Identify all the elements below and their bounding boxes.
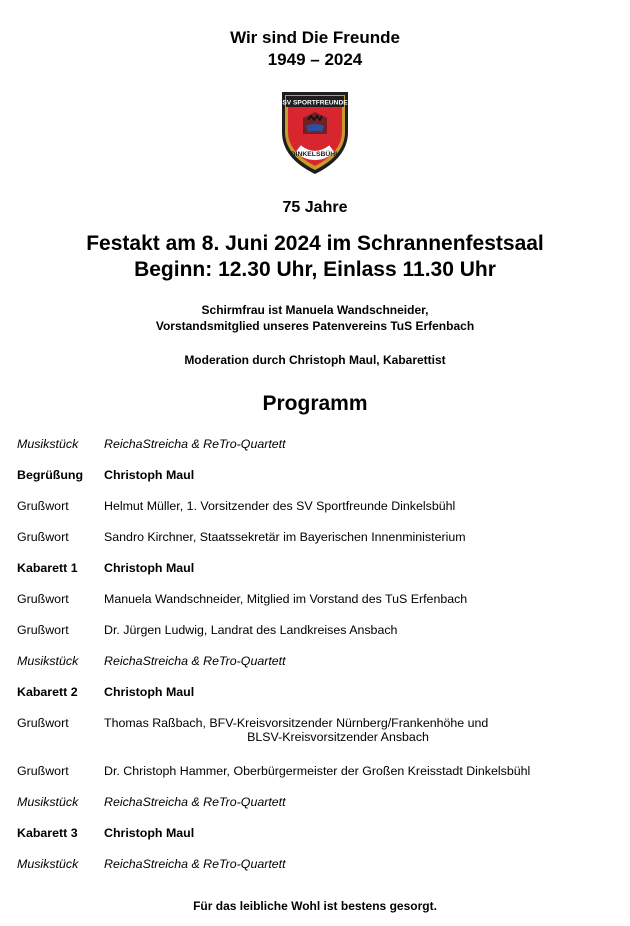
programm-item — [17, 437, 622, 468]
crest-top-text: SV SPORTFREUNDE — [282, 99, 348, 107]
programm-item — [17, 561, 622, 592]
programm-item-text-group — [104, 716, 622, 744]
programm-item-text: ReichaStreicha & ReTro-Quartett — [104, 857, 286, 871]
programm-item-label: Grußwort — [17, 530, 69, 544]
programm-item-label: Musikstück — [17, 795, 79, 809]
programm-item-text: Helmut Müller, 1. Vorsitzender des SV Sportfreunde Dinkelsbühl — [104, 499, 456, 513]
programm-item-label: Kabarett 1 — [17, 561, 78, 575]
anniversary-years: 75 Jahre — [282, 199, 348, 216]
footer-note: Für das leibliche Wohl ist bestens gesorgt. — [193, 899, 437, 913]
programm-item-text: ReichaStreicha & ReTro-Quartett — [104, 795, 286, 809]
programm-item-label: Musikstück — [17, 654, 79, 668]
festakt-line-2: Beginn: 12.30 Uhr, Einlass 11.30 Uhr — [134, 258, 496, 281]
programm-item-label: Musikstück — [17, 857, 79, 871]
crest-icon — [274, 86, 356, 176]
moderation-note: Moderation durch Christoph Maul, Kabarettist — [184, 353, 446, 367]
programm-item — [17, 716, 622, 764]
programm-item-text: Christoph Maul — [104, 685, 195, 699]
title-line-1: Wir sind Die Freunde — [230, 28, 400, 47]
festakt-heading — [0, 231, 630, 283]
programm-item — [17, 795, 622, 826]
header-title — [0, 27, 630, 71]
festakt-line-1: Festakt am 8. Juni 2024 im Schrannenfestsaal — [86, 232, 544, 255]
programm-list — [17, 437, 622, 888]
programm-item-label: Kabarett 2 — [17, 685, 78, 699]
schirmfrau-line-1: Schirmfrau ist Manuela Wandschneider, — [201, 303, 429, 317]
programm-item-text: Christoph Maul — [104, 826, 195, 840]
programm-item-label: Grußwort — [17, 623, 69, 637]
programm-item-text: Christoph Maul — [104, 561, 195, 575]
programm-item-label: Kabarett 3 — [17, 826, 78, 840]
programm-item — [17, 764, 622, 795]
programm-item — [17, 499, 622, 530]
title-line-2: 1949 – 2024 — [267, 50, 363, 69]
schirmfrau-note — [0, 302, 630, 334]
programm-item-label: Grußwort — [17, 764, 69, 778]
programm-item-text: Dr. Christoph Hammer, Oberbürgermeister der Großen Kreisstadt Dinkelsbühl — [104, 764, 531, 778]
programm-item-text: Christoph Maul — [104, 468, 195, 482]
programm-item-label: Begrüßung — [17, 468, 84, 482]
programm-item-text: Sandro Kirchner, Staatssekretär im Bayerischen Innenministerium — [104, 530, 466, 544]
programm-item-text: Thomas Raßbach, BFV-Kreisvorsitzender Nürnberg/Frankenhöhe und — [104, 716, 489, 730]
programm-item — [17, 685, 622, 716]
programm-item-label: Grußwort — [17, 716, 69, 730]
programm-item-text: Manuela Wandschneider, Mitglied im Vorstand des TuS Erfenbach — [104, 592, 468, 606]
programm-item-text: ReichaStreicha & ReTro-Quartett — [104, 437, 286, 451]
programm-item — [17, 468, 622, 499]
club-crest-logo — [274, 86, 356, 176]
programm-item — [17, 654, 622, 685]
programm-item-label: Musikstück — [17, 437, 79, 451]
programm-item-text-line-2: BLSV-Kreisvorsitzender Ansbach — [247, 730, 429, 744]
programm-item-label: Grußwort — [17, 499, 69, 513]
programm-item — [17, 592, 622, 623]
schirmfrau-line-2: Vorstandsmitglied unseres Patenvereins TuS Erfenbach — [155, 319, 475, 333]
programm-item-text: Dr. Jürgen Ludwig, Landrat des Landkreises Ansbach — [104, 623, 398, 637]
programm-item-text: ReichaStreicha & ReTro-Quartett — [104, 654, 286, 668]
programm-item — [17, 623, 622, 654]
programm-item — [17, 530, 622, 561]
programm-heading: Programm — [262, 392, 368, 415]
crest-bottom-text: DINKELSBÜHL — [290, 151, 340, 158]
programm-item — [17, 857, 622, 888]
programm-item — [17, 826, 622, 857]
programm-item-label: Grußwort — [17, 592, 69, 606]
